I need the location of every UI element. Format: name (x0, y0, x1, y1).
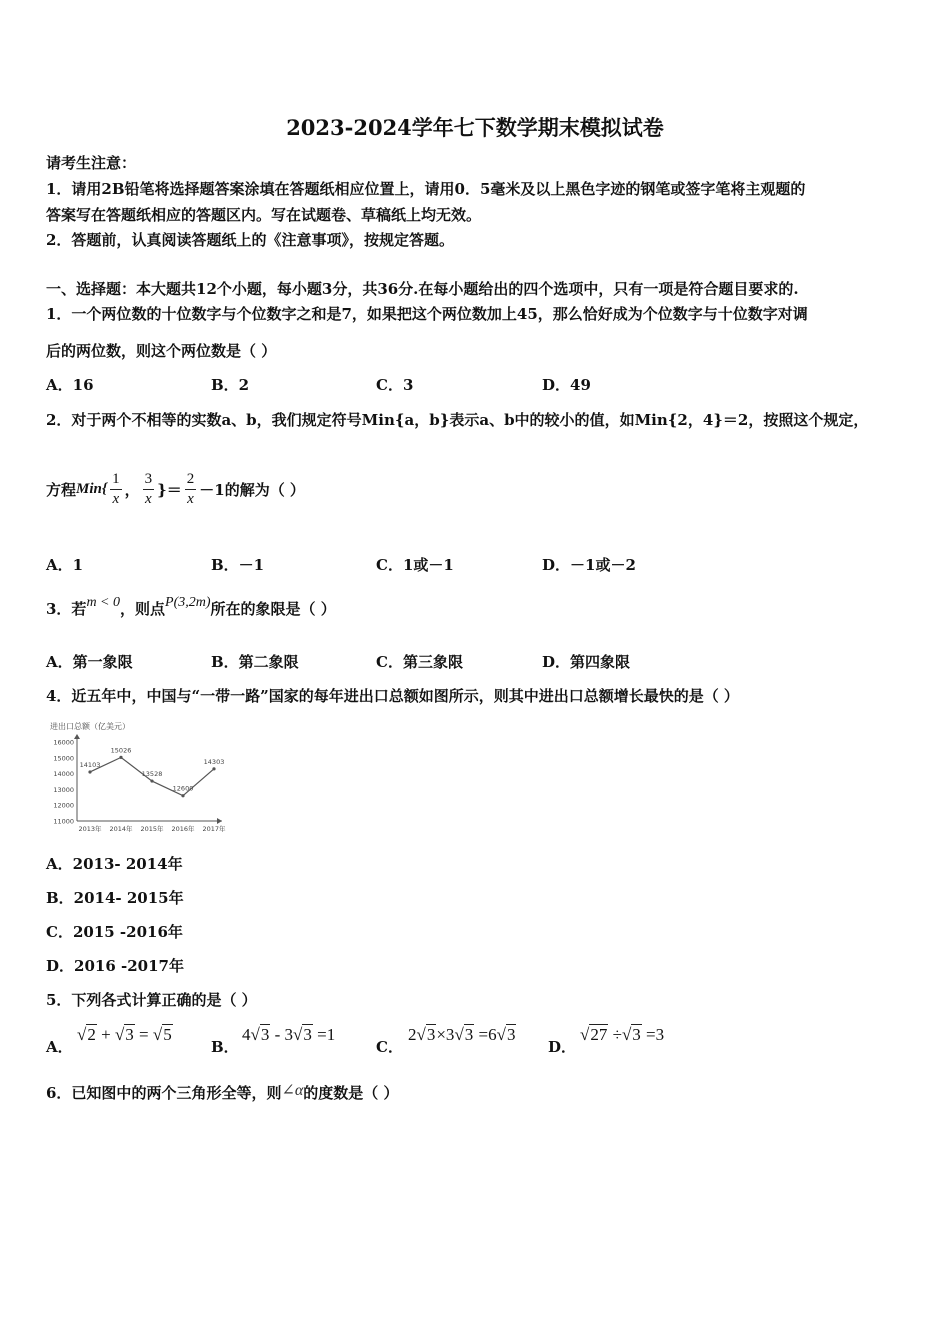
chart-point (212, 767, 215, 770)
notice-line-2: 2．答题前，认真阅读答题纸上的《注意事项》，按规定答题。 (46, 231, 454, 249)
chart-point (181, 794, 184, 797)
sqrt-icon: √3 (250, 1025, 270, 1044)
q1-stem-line-1: 1．一个两位数的十位数字与个位数字之和是7，如果把这个两位数加上45，那么恰好成为个位数字与十位数字对调 (46, 305, 808, 323)
section-1-heading: 一、选择题：本大题共12个小题，每小题3分，共36分.在每小题给出的四个选项中，只有一项是符合题目要求的. (46, 280, 799, 298)
q3-point: P(3,2m) (165, 595, 211, 610)
sqrt-icon: √27 (580, 1025, 608, 1044)
q5-option-c-expr: 2√3×3√3 =6√3 (408, 1025, 516, 1044)
q5-label-b: B． (211, 1038, 239, 1056)
q4-option-a: A．2013- 2014年 (46, 855, 183, 873)
chart-value-label: 15026 (110, 746, 132, 755)
page-title: 2023-2024学年七下数学期末模拟试卷 (286, 115, 664, 140)
q2-fraction-3 (185, 470, 197, 509)
q2-fraction-1-num: 1 (110, 470, 122, 490)
chart-value-label: 14103 (79, 760, 101, 769)
q4-line-chart (44, 716, 234, 840)
chart-y-tick-label: 16000 (53, 738, 74, 747)
chart-axes (74, 734, 222, 824)
q2-option-d: D．－1或－2 (542, 556, 636, 574)
q5-label-d: D． (548, 1038, 577, 1056)
q3-suffix: 所在的象限是（ ） (210, 600, 336, 618)
chart-title: 进出口总额（亿美元） (50, 722, 130, 731)
chart-point (88, 770, 91, 773)
q4-option-c: C．2015 -2016年 (46, 923, 183, 941)
q2-fraction-3-den: x (187, 490, 194, 507)
q4-stem: 4．近五年中，中国与“一带一路”国家的每年进出口总额如图所示，则其中进出口总额增长最快的是（ ） (46, 687, 739, 705)
q2-eq-suffix: －1的解为（ ） (199, 480, 305, 499)
q2-fraction-1 (110, 470, 122, 509)
q1-option-d: D．49 (542, 376, 591, 394)
chart-x-arrow (217, 818, 222, 824)
q3-option-b: B．第二象限 (211, 653, 299, 671)
chart-y-ticks (53, 739, 74, 826)
sqrt-icon: √3 (416, 1025, 436, 1044)
chart-x-tick-label: 2013年 (78, 825, 102, 833)
q3-mid: ，则点 (120, 600, 166, 618)
q5-stem: 5．下列各式计算正确的是（ ） (46, 991, 257, 1009)
notice-line-1b: 答案写在答题纸相应的答题区内。写在试题卷、草稿纸上均无效。 (46, 206, 482, 224)
sqrt-icon: √3 (293, 1025, 312, 1044)
q2-fraction-2-den: x (145, 490, 152, 507)
q2-eq-prefix: 方程 (46, 480, 77, 499)
chart-value-label: 14303 (203, 757, 225, 766)
q2-eq-sep: ， (124, 480, 140, 499)
chart-y-arrow (74, 734, 80, 739)
q3-condition: m < 0 (86, 595, 120, 610)
chart-y-tick-label: 11000 (53, 817, 74, 826)
q5-option-d-expr: √27 ÷√3 =3 (580, 1025, 665, 1044)
q1-option-c: C．3 (376, 376, 414, 394)
notice-line-1a: 1．请用2B铅笔将选择题答案涂填在答题纸相应位置上，请用0．5毫米及以上黑色字迹的钢笔或签字笔将主观题的 (46, 180, 806, 198)
q2-fraction-1-den: x (112, 490, 120, 507)
sqrt-icon: √3 (454, 1025, 474, 1044)
q3-prefix: 3．若 (46, 600, 87, 618)
chart-y-tick-label: 15000 (53, 754, 74, 763)
q3-option-d: D．第四象限 (542, 653, 631, 671)
chart-point (119, 756, 122, 759)
q3-stem (46, 595, 336, 619)
q2-eq-mid: }＝ (157, 480, 182, 499)
q3-option-c: C．第三象限 (376, 653, 463, 671)
chart-x-tick-label: 2015年 (140, 825, 164, 833)
chart-value-labels (80, 746, 225, 792)
q5-label-a: A． (46, 1038, 73, 1056)
q2-option-b: B．－1 (211, 556, 265, 574)
q1-option-b: B．2 (211, 376, 250, 394)
chart-y-tick-label: 14000 (53, 770, 74, 779)
chart-y-tick-label: 13000 (53, 785, 74, 794)
q5-option-b-expr: 4√3 - 3√3 =1 (242, 1025, 336, 1044)
q5-option-a-expr: √2 + √3 = √5 (77, 1025, 172, 1044)
q6-suffix: 的度数是（ ） (303, 1084, 399, 1102)
chart-x-tick-label: 2017年 (202, 825, 226, 833)
q2-eq-min: Min{ (76, 480, 108, 497)
chart-point (150, 779, 153, 782)
chart-x-tick-label: 2016年 (171, 825, 195, 833)
q1-stem-line-2: 后的两位数，则这个两位数是（ ） (46, 342, 277, 360)
sqrt-icon: √3 (114, 1025, 134, 1044)
q3-option-a: A．第一象限 (46, 653, 133, 671)
q2-fraction-2-num: 3 (143, 470, 155, 490)
q2-stem-line-1: 2．对于两个不相等的实数a、b，我们规定符号Min{a，b}表示a、b中的较小的值，如Min{2，4}＝2，按照这个规定， (46, 411, 869, 429)
q1-option-a: A．16 (46, 376, 94, 394)
sqrt-icon: √3 (621, 1025, 641, 1044)
q4-option-d: D．2016 -2017年 (46, 957, 184, 975)
q2-option-a: A．1 (46, 556, 84, 574)
q6-stem (46, 1082, 399, 1103)
q6-prefix: 6．已知图中的两个三角形全等，则 (46, 1084, 282, 1102)
sqrt-icon: √3 (496, 1025, 516, 1044)
chart-x-tick-label: 2014年 (109, 825, 133, 833)
chart-y-tick-label: 12000 (53, 801, 74, 810)
q2-fraction-2 (143, 470, 155, 509)
sqrt-icon: √5 (152, 1025, 172, 1044)
notice-heading: 请考生注意： (46, 154, 137, 172)
q5-label-c: C． (376, 1038, 403, 1056)
q2-option-c: C．1或－1 (376, 556, 454, 574)
chart-x-ticks (78, 824, 226, 833)
chart-value-label: 13528 (141, 770, 163, 779)
sqrt-icon: √2 (77, 1025, 96, 1044)
chart-value-label: 12600 (172, 784, 194, 793)
q2-fraction-3-num: 2 (185, 470, 197, 490)
q4-option-b: B．2014- 2015年 (46, 889, 184, 907)
q6-angle: ∠α (281, 1082, 304, 1099)
q2-equation (46, 470, 305, 509)
